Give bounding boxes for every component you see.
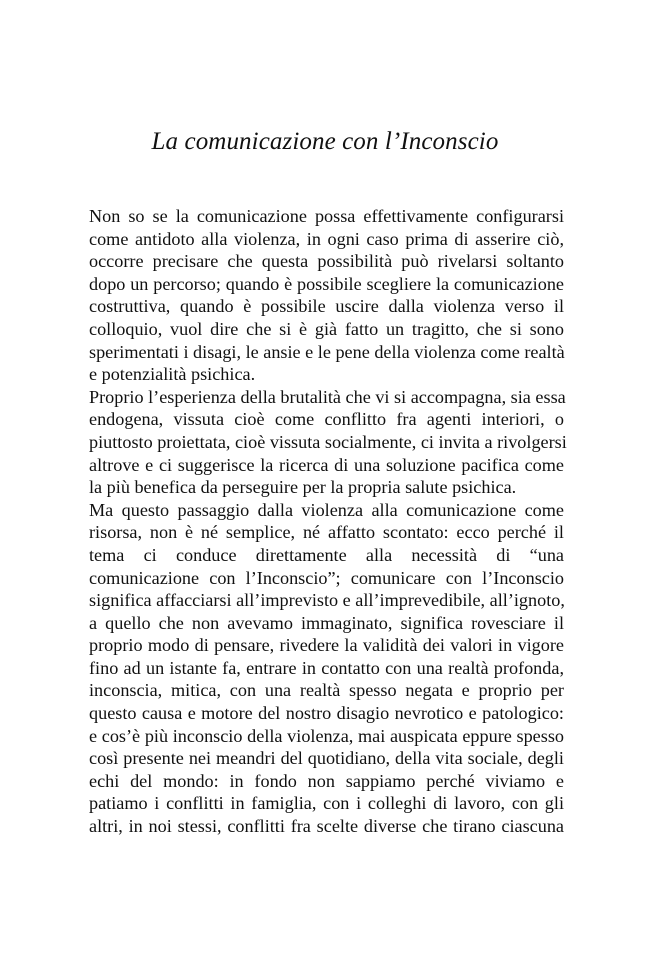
text-line: a quello che non avevamo immaginato, significa rovesciare il bbox=[89, 612, 564, 633]
text-line: altrove e ci suggerisce la ricerca di una soluzione pacifica come bbox=[89, 454, 564, 475]
text-line: dopo un percorso; quando è possibile scegliere la comunicazione bbox=[89, 273, 564, 294]
text-line: significa affacciarsi all’imprevisto e all’imprevedibile, all’ignoto, bbox=[89, 590, 565, 611]
text-line: come antidoto alla violenza, in ogni caso prima di asserire ciò, bbox=[89, 228, 564, 249]
text-line: inconscia, mitica, con una realtà spesso negata e proprio per bbox=[89, 680, 564, 701]
body-text bbox=[89, 205, 567, 838]
text-line: Proprio l’esperienza della brutalità che vi si accompagna, sia essa bbox=[89, 386, 566, 407]
text-line: fino ad un istante fa, entrare in contatto con una realtà profonda, bbox=[89, 657, 564, 678]
text-line: sperimentati i disagi, le ansie e le pene della violenza come realtà bbox=[89, 341, 565, 362]
text-line: occorre precisare che questa possibilità può rivelarsi soltanto bbox=[89, 251, 564, 272]
text-line: la più benefica da perseguire per la propria salute psichica. bbox=[89, 477, 517, 498]
text-line: questo causa e motore del nostro disagio nevrotico e patologico: bbox=[89, 703, 564, 724]
text-line: costruttiva, quando è possibile uscire dalla violenza verso il bbox=[89, 296, 564, 317]
text-line: patiamo i conflitti in famiglia, con i colleghi di lavoro, con gli bbox=[89, 793, 564, 814]
text-line: comunicazione con l’Inconscio”; comunicare con l’Inconscio bbox=[89, 567, 564, 588]
text-line: così presente nei meandri del quotidiano, della vita sociale, degli bbox=[89, 748, 564, 769]
text-line: proprio modo di pensare, rivedere la validità dei valori in vigore bbox=[89, 635, 564, 656]
chapter-title: La comunicazione con l’Inconscio bbox=[151, 128, 499, 155]
text-line: e cos’è più inconscio della violenza, mai auspicata eppure spesso bbox=[89, 725, 564, 746]
text-line: tema ci conduce direttamente alla necessità di “una bbox=[89, 544, 564, 565]
text-line: e potenzialità psichica. bbox=[89, 364, 256, 385]
text-line: altri, in noi stessi, conflitti fra scelte diverse che tirano ciascuna bbox=[89, 816, 564, 837]
text-line: piuttosto proiettata, cioè vissuta socialmente, ci invita a rivolgersi bbox=[89, 431, 567, 452]
text-line: colloquio, vuol dire che si è già fatto un tragitto, che si sono bbox=[89, 318, 564, 339]
text-line: Non so se la comunicazione possa effettivamente configurarsi bbox=[89, 206, 564, 226]
text-line: echi del mondo: in fondo non sappiamo perché viviamo e bbox=[89, 770, 564, 791]
text-line: endogena, vissuta cioè come conflitto fra agenti interiori, o bbox=[89, 409, 564, 430]
text-line: risorsa, non è né semplice, né affatto scontato: ecco perché il bbox=[89, 522, 564, 543]
text-line: Ma questo passaggio dalla violenza alla comunicazione come bbox=[89, 499, 564, 520]
